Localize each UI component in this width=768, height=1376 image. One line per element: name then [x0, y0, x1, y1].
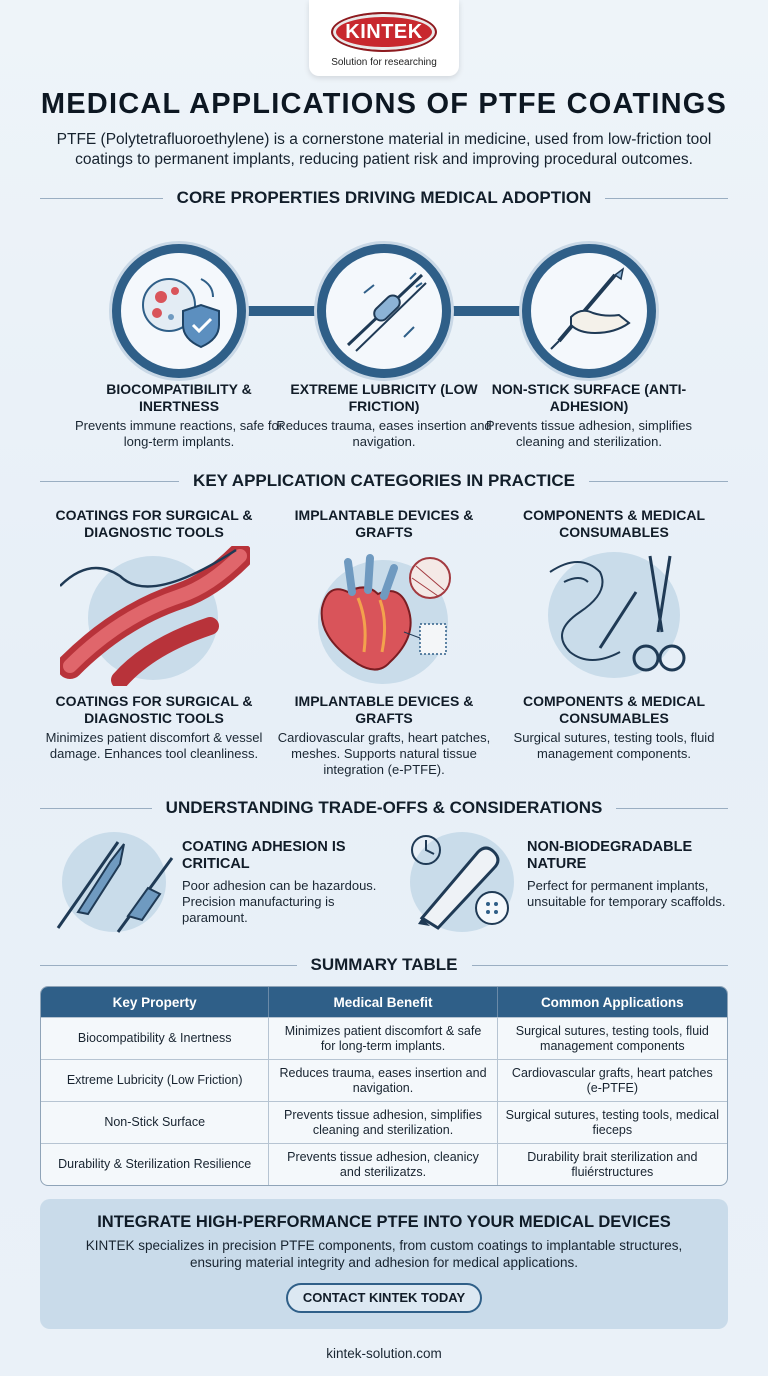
scalpel-hand-icon — [522, 244, 656, 378]
footer-url[interactable]: kintek-solution.com — [326, 1346, 442, 1361]
core-section-heading: CORE PROPERTIES DRIVING MEDICAL ADOPTION — [40, 187, 728, 209]
column-header: Medical Benefit — [269, 987, 497, 1017]
peeling-coating-icon — [48, 828, 178, 938]
table-cell: Surgical sutures, testing tools, fluid management components — [498, 1017, 727, 1059]
cta-desc: KINTEK specializes in precision PTFE components, from custom coatings to implantable structures, ensuring material integrity and adhesion for medical applications. — [85, 1238, 683, 1270]
cta-title: INTEGRATE HIGH-PERFORMANCE PTFE INTO YOUR MEDICAL DEVICES — [97, 1213, 671, 1231]
category-top-title: COMPONENTS & MEDICAL CONSUMABLES — [523, 507, 705, 540]
category-top-title: COATINGS FOR SURGICAL & DIAGNOSTIC TOOLS — [55, 507, 253, 540]
intro-text: PTFE (Polytetrafluoroethylene) is a cornerstone material in medicine, used from low-friction tool coatings to permanent implants, reducing patient risk and improving procedural outcomes. — [56, 131, 712, 168]
table-cell: Biocompatibility & Inertness — [41, 1017, 269, 1059]
heart-graft-icon — [308, 552, 458, 682]
table-header-row — [41, 987, 727, 1017]
table-cell: Cardiovascular grafts, heart patches (e-PTFE) — [498, 1059, 727, 1101]
table-cell: Prevents tissue adhesion, simplifies cleaning and sterilization. — [269, 1101, 497, 1143]
categories-section-heading: KEY APPLICATION CATEGORIES IN PRACTICE — [40, 470, 728, 492]
prop-title: NON-STICK SURFACE (ANTI-ADHESION) — [491, 381, 687, 414]
cta-panel — [40, 1199, 728, 1329]
prop-desc: Prevents immune reactions, safe for long-term implants. — [74, 418, 284, 449]
table-cell: Surgical sutures, testing tools, medical fieceps — [498, 1101, 727, 1143]
category-top-title: IMPLANTABLE DEVICES & GRAFTS — [294, 507, 474, 540]
contact-kintek-button[interactable]: CONTACT KINTEK TODAY — [286, 1283, 482, 1313]
table-cell: Extreme Lubricity (Low Friction) — [41, 1059, 269, 1101]
table-row — [41, 1101, 727, 1143]
table-cell: Minimizes patient discomfort & safe for long-term implants. — [269, 1017, 497, 1059]
blood-vessel-guidewire-icon — [60, 546, 250, 686]
table-row — [41, 1017, 727, 1059]
tradeoff-title: NON-BIODEGRADABLE NATURE — [527, 839, 693, 872]
implant-clock-icon — [404, 828, 524, 938]
tradeoff-desc: Perfect for permanent implants, unsuitable for temporary scaffolds. — [527, 878, 726, 909]
category-title: IMPLANTABLE DEVICES & GRAFTS — [294, 693, 474, 726]
category-title: COMPONENTS & MEDICAL CONSUMABLES — [523, 693, 705, 726]
table-cell: Non-Stick Surface — [41, 1101, 269, 1143]
tradeoffs-section-heading: UNDERSTANDING TRADE-OFFS & CONSIDERATIONS — [40, 797, 728, 819]
column-header: Common Applications — [498, 987, 727, 1017]
category-title: COATINGS FOR SURGICAL & DIAGNOSTIC TOOLS — [55, 693, 253, 726]
tradeoff-desc: Poor adhesion can be hazardous. Precision manufacturing is paramount. — [182, 878, 377, 925]
category-desc: Minimizes patient discomfort & vessel damage. Enhances tool cleanliness. — [45, 730, 263, 761]
table-cell: Durability & Sterilization Resilience — [41, 1143, 269, 1185]
sutures-scissors-icon — [540, 552, 700, 680]
logo-tagline: Solution for researching — [331, 57, 437, 68]
prop-title: EXTREME LUBRICITY (LOW FRICTION) — [290, 381, 478, 414]
cells-shield-icon — [112, 244, 246, 378]
prop-desc: Prevents tissue adhesion, simplifies cleaning and sterilization. — [486, 418, 692, 449]
summary-section-heading: SUMMARY TABLE — [40, 954, 728, 976]
tradeoff-title: COATING ADHESION IS CRITICAL — [182, 839, 346, 872]
category-desc: Cardiovascular grafts, heart patches, meshes. Supports natural tissue integration (e-PTFE). — [277, 730, 491, 777]
column-header: Key Property — [41, 987, 269, 1017]
table-row — [41, 1143, 727, 1185]
table-cell: Reduces trauma, eases insertion and navigation. — [269, 1059, 497, 1101]
table-cell: Prevents tissue adhesion, cleanicy and sterilizatzs. — [269, 1143, 497, 1185]
prop-title: BIOCOMPATIBILITY & INERTNESS — [106, 381, 252, 414]
kintek-logo: KINTEK — [331, 12, 437, 52]
table-row — [41, 1059, 727, 1101]
category-desc: Surgical sutures, testing tools, fluid management components. — [513, 730, 715, 761]
page-title: MEDICAL APPLICATIONS OF PTFE COATINGS — [40, 88, 728, 120]
summary-table — [40, 986, 728, 1186]
logo-card[interactable] — [309, 0, 459, 76]
prop-desc: Reduces trauma, eases insertion and navigation. — [276, 418, 492, 449]
catheter-icon — [317, 244, 451, 378]
table-cell: Durability brait sterilization and fluiérstructures — [498, 1143, 727, 1185]
